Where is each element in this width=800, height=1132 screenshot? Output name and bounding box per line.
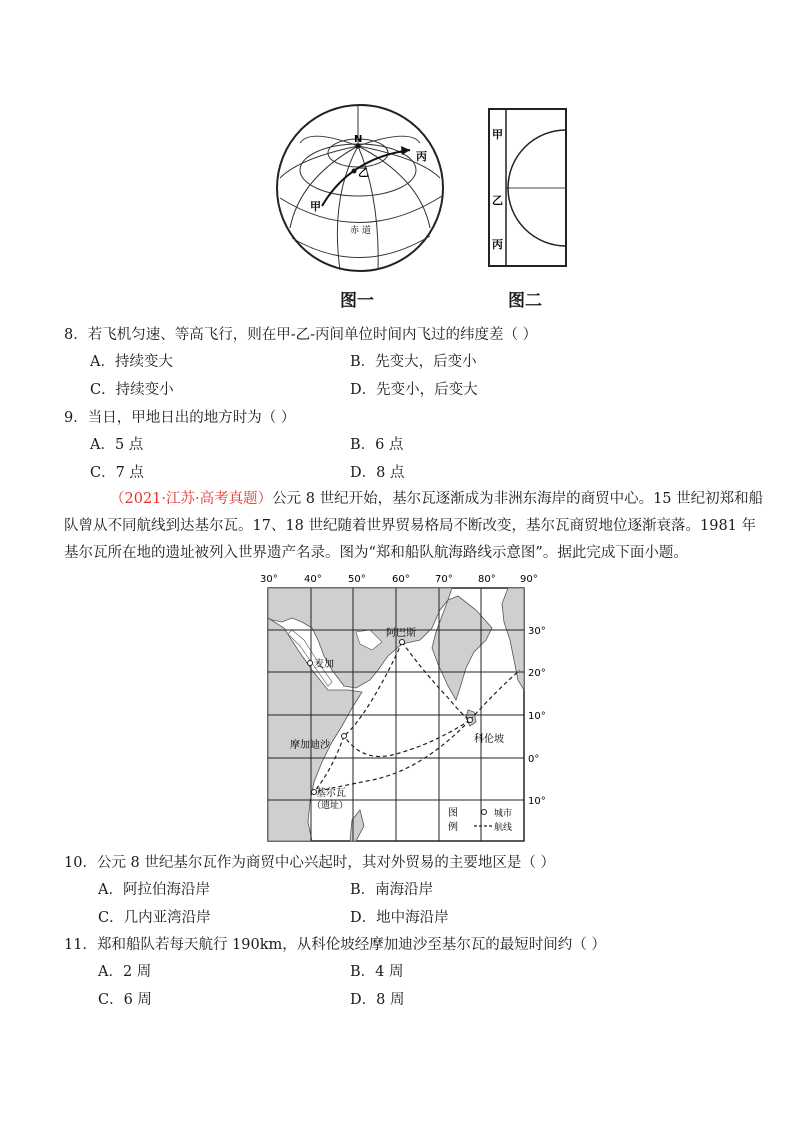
fig2-jia-label: 甲 [492, 128, 503, 141]
question-11-stem: 11．郑和船队若每天航行 190km，从科伦坡经摩加迪沙至基尔瓦的最短时间约（ ） [64, 937, 606, 953]
question-10-option-a[interactable]: A．阿拉伯海沿岸 [98, 882, 210, 898]
legend-city-label: 城市 [494, 809, 513, 819]
figure-2-diagram [488, 108, 568, 268]
lat-tick: 10° [528, 711, 546, 722]
lon-tick: 70° [435, 574, 453, 585]
passage-source: （2021·江苏·高考真题） [110, 491, 273, 507]
legend-title-bottom: 例 [448, 822, 458, 833]
question-9-option-c[interactable]: C．7 点 [90, 465, 144, 481]
point-bing-label: 丙 [416, 150, 427, 163]
city-marker-mogadishu [342, 734, 347, 739]
question-9-option-d[interactable]: D．8 点 [350, 465, 405, 481]
city-label-abbas: 阿巴斯 [386, 628, 416, 639]
equator-label: 赤 道 [350, 226, 371, 236]
lon-tick: 80° [478, 574, 496, 585]
question-9-option-b[interactable]: B．6 点 [350, 437, 404, 453]
question-8-option-d[interactable]: D．先变小，后变大 [350, 382, 478, 398]
figure-1-caption: 图一 [340, 291, 374, 311]
point-yi-label: 乙 [358, 166, 369, 179]
question-8-option-b[interactable]: B．先变大，后变小 [350, 354, 477, 370]
question-10-option-b[interactable]: B．南海沿岸 [350, 882, 434, 898]
legend-city-marker [482, 810, 487, 815]
question-10-option-d[interactable]: D．地中海沿岸 [350, 910, 449, 926]
city-label-colombo: 科伦坡 [474, 734, 504, 745]
city-label-mecca: 麦加 [314, 659, 334, 670]
question-9-stem: 9．当日，甲地日出的地方时为（ ） [64, 410, 296, 426]
question-8-option-c[interactable]: C．持续变小 [90, 382, 174, 398]
fig2-bing-label: 丙 [492, 238, 503, 251]
figure-1 [270, 98, 450, 278]
passage-line-2: 队曾从不同航线到达基尔瓦。17、18 世纪随着世界贸易格局不断改变，基尔瓦商贸地位逐渐衰落。1981 年 [64, 518, 757, 534]
city-marker-colombo [468, 718, 473, 723]
lon-tick: 40° [304, 574, 322, 585]
passage-line-1: 公元 8 世纪开始，基尔瓦逐渐成为非洲东海岸的商贸中心。15 世纪初郑和船 [272, 491, 764, 507]
question-10-option-c[interactable]: C．几内亚湾沿岸 [98, 910, 211, 926]
question-10-stem: 10．公元 8 世纪基尔瓦作为商贸中心兴起时，其对外贸易的主要地区是（ ） [64, 855, 556, 871]
lon-tick: 90° [520, 574, 538, 585]
passage [64, 486, 764, 567]
city-label-kilwa: 基尔瓦 [316, 788, 346, 799]
lat-tick: 30° [528, 626, 546, 637]
passage-line-3: 基尔瓦所在地的遗址被列入世界遗产名录。图为“郑和船队航海路线示意图”。据此完成下面小题。 [64, 545, 688, 561]
fig2-yi-label: 乙 [492, 194, 503, 207]
route-map-svg [252, 570, 552, 845]
question-11-option-c[interactable]: C．6 周 [98, 992, 152, 1008]
lat-tick: 20° [528, 668, 546, 679]
city-label-mogadishu: 摩加迪沙 [290, 740, 330, 751]
question-11-option-a[interactable]: A．2 周 [98, 964, 152, 980]
lat-tick: 0° [528, 754, 540, 765]
question-8-option-a[interactable]: A．持续变大 [90, 354, 173, 370]
point-jia-label: 甲 [310, 200, 321, 213]
question-11-option-d[interactable]: D．8 周 [350, 992, 405, 1008]
north-pole-label: N [354, 134, 363, 145]
legend-title-top: 图 [448, 808, 458, 819]
question-9-option-a[interactable]: A．5 点 [90, 437, 144, 453]
figure-2-caption: 图二 [508, 291, 542, 311]
lon-tick: 60° [392, 574, 410, 585]
lat-tick: 10° [528, 796, 546, 807]
globe-diagram [270, 98, 450, 278]
city-marker-abbas [400, 640, 405, 645]
question-8-stem: 8．若飞机匀速、等高飞行，则在甲-乙-丙间单位时间内飞过的纬度差（ ） [64, 327, 538, 343]
lon-tick: 30° [260, 574, 278, 585]
question-11-option-b[interactable]: B．4 周 [350, 964, 404, 980]
lon-tick: 50° [348, 574, 366, 585]
figure-2 [488, 108, 568, 268]
legend-route-label: 航线 [494, 823, 513, 833]
city-marker-mecca [308, 661, 313, 666]
city-label-kilwa-note: （遗址） [312, 801, 349, 811]
route-map [252, 570, 552, 845]
